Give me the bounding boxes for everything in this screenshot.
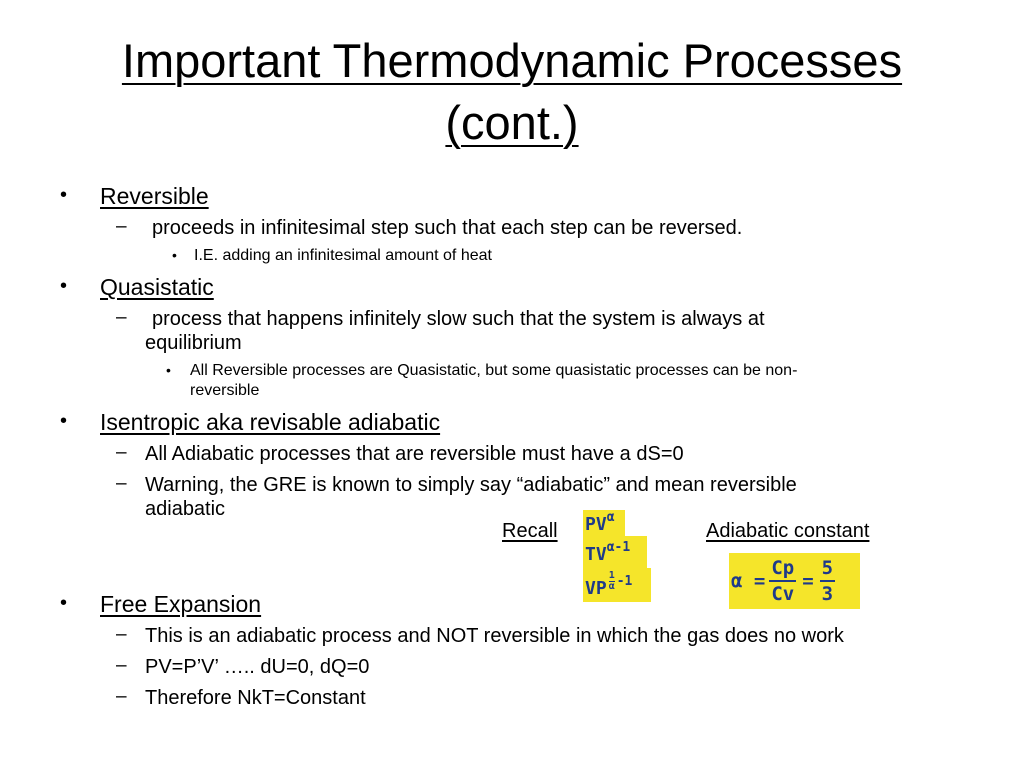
dash-isentropic-2: – xyxy=(116,473,127,494)
recall-eq-2 xyxy=(585,540,631,565)
quasistatic-point-1-line-2: equilibrium xyxy=(145,332,242,354)
title-line-1: Important Thermodynamic Processes xyxy=(121,34,903,87)
heading-free-expansion: Free Expansion xyxy=(100,591,262,617)
isentropic-point-2-line-2: adiabatic xyxy=(145,498,226,520)
recall-eq-3-frac-den: α xyxy=(608,580,615,592)
recall-eq-2-base: TV xyxy=(585,544,607,565)
reversible-sub-1: I.E. adding an infinitesimal amount of heat xyxy=(194,247,492,264)
heading-reversible: Reversible xyxy=(100,183,209,209)
bullet-quasistatic: • xyxy=(60,275,68,297)
quasistatic-sub-1-line-2: reversible xyxy=(190,382,260,399)
recall-eq-3-base: VP xyxy=(585,578,607,599)
recall-eq-3-box xyxy=(583,568,651,602)
slide-title xyxy=(40,30,984,154)
recall-eq-3 xyxy=(585,569,633,600)
adiabatic-frac-1-den: Cv xyxy=(771,583,795,605)
dot-quasistatic-sub-1: • xyxy=(166,362,171,378)
adiabatic-frac-1-num: Cp xyxy=(769,556,796,582)
heading-quasistatic: Quasistatic xyxy=(100,274,214,300)
recall-eq-3-fraction xyxy=(609,571,615,592)
dash-isentropic-1: – xyxy=(116,442,127,463)
adiabatic-constant-box xyxy=(729,553,860,609)
dash-quasistatic-1: – xyxy=(116,307,127,328)
adiabatic-constant-equation xyxy=(731,556,835,606)
adiabatic-constant-label: Adiabatic constant xyxy=(706,520,870,542)
heading-isentropic: Isentropic aka revisable adiabatic xyxy=(100,409,441,435)
title-line-2: (cont.) xyxy=(445,96,579,149)
adiabatic-equals: = xyxy=(802,570,814,592)
bullet-reversible: • xyxy=(60,184,68,206)
dot-reversible-sub-1: • xyxy=(172,247,177,263)
adiabatic-frac-2-num: 5 xyxy=(820,556,835,582)
recall-eq-3-frac-num: 1 xyxy=(608,569,615,581)
free-expansion-point-3: Therefore NkT=Constant xyxy=(145,687,366,709)
adiabatic-lhs: α = xyxy=(731,570,766,592)
recall-eq-2-exp: α-1 xyxy=(606,540,631,555)
dash-free-expansion-1: – xyxy=(116,624,127,645)
recall-label: Recall xyxy=(502,520,558,542)
dash-free-expansion-3: – xyxy=(116,686,127,707)
recall-eq-1-exp: α xyxy=(606,510,615,525)
recall-eq-1 xyxy=(585,510,615,535)
recall-eq-1-base: PV xyxy=(585,514,607,535)
bullet-free-expansion: • xyxy=(60,592,68,614)
dash-free-expansion-2: – xyxy=(116,655,127,676)
free-expansion-point-1: This is an adiabatic process and NOT reversible in which the gas does no work xyxy=(145,625,844,647)
isentropic-point-1: All Adiabatic processes that are reversible must have a dS=0 xyxy=(145,443,684,465)
recall-eq-1-box xyxy=(583,510,625,536)
adiabatic-frac-2 xyxy=(820,556,835,606)
quasistatic-sub-1-line-1: All Reversible processes are Quasistatic, but some quasistatic processes can be non- xyxy=(190,362,798,379)
adiabatic-frac-1 xyxy=(769,556,796,606)
free-expansion-point-2: PV=P’V’ ….. dU=0, dQ=0 xyxy=(145,656,370,678)
recall-eq-2-box xyxy=(583,536,647,568)
reversible-point-1: proceeds in infinitesimal step such that each step can be reversed. xyxy=(152,217,743,239)
dash-reversible-1: – xyxy=(116,216,127,237)
quasistatic-point-1-line-1: process that happens infinitely slow such that the system is always at xyxy=(152,308,765,330)
adiabatic-frac-2-den: 3 xyxy=(821,583,834,605)
isentropic-point-2-line-1: Warning, the GRE is known to simply say “adiabatic” and mean reversible xyxy=(145,474,797,496)
recall-eq-3-suffix: -1 xyxy=(616,574,633,589)
bullet-isentropic: • xyxy=(60,410,68,432)
